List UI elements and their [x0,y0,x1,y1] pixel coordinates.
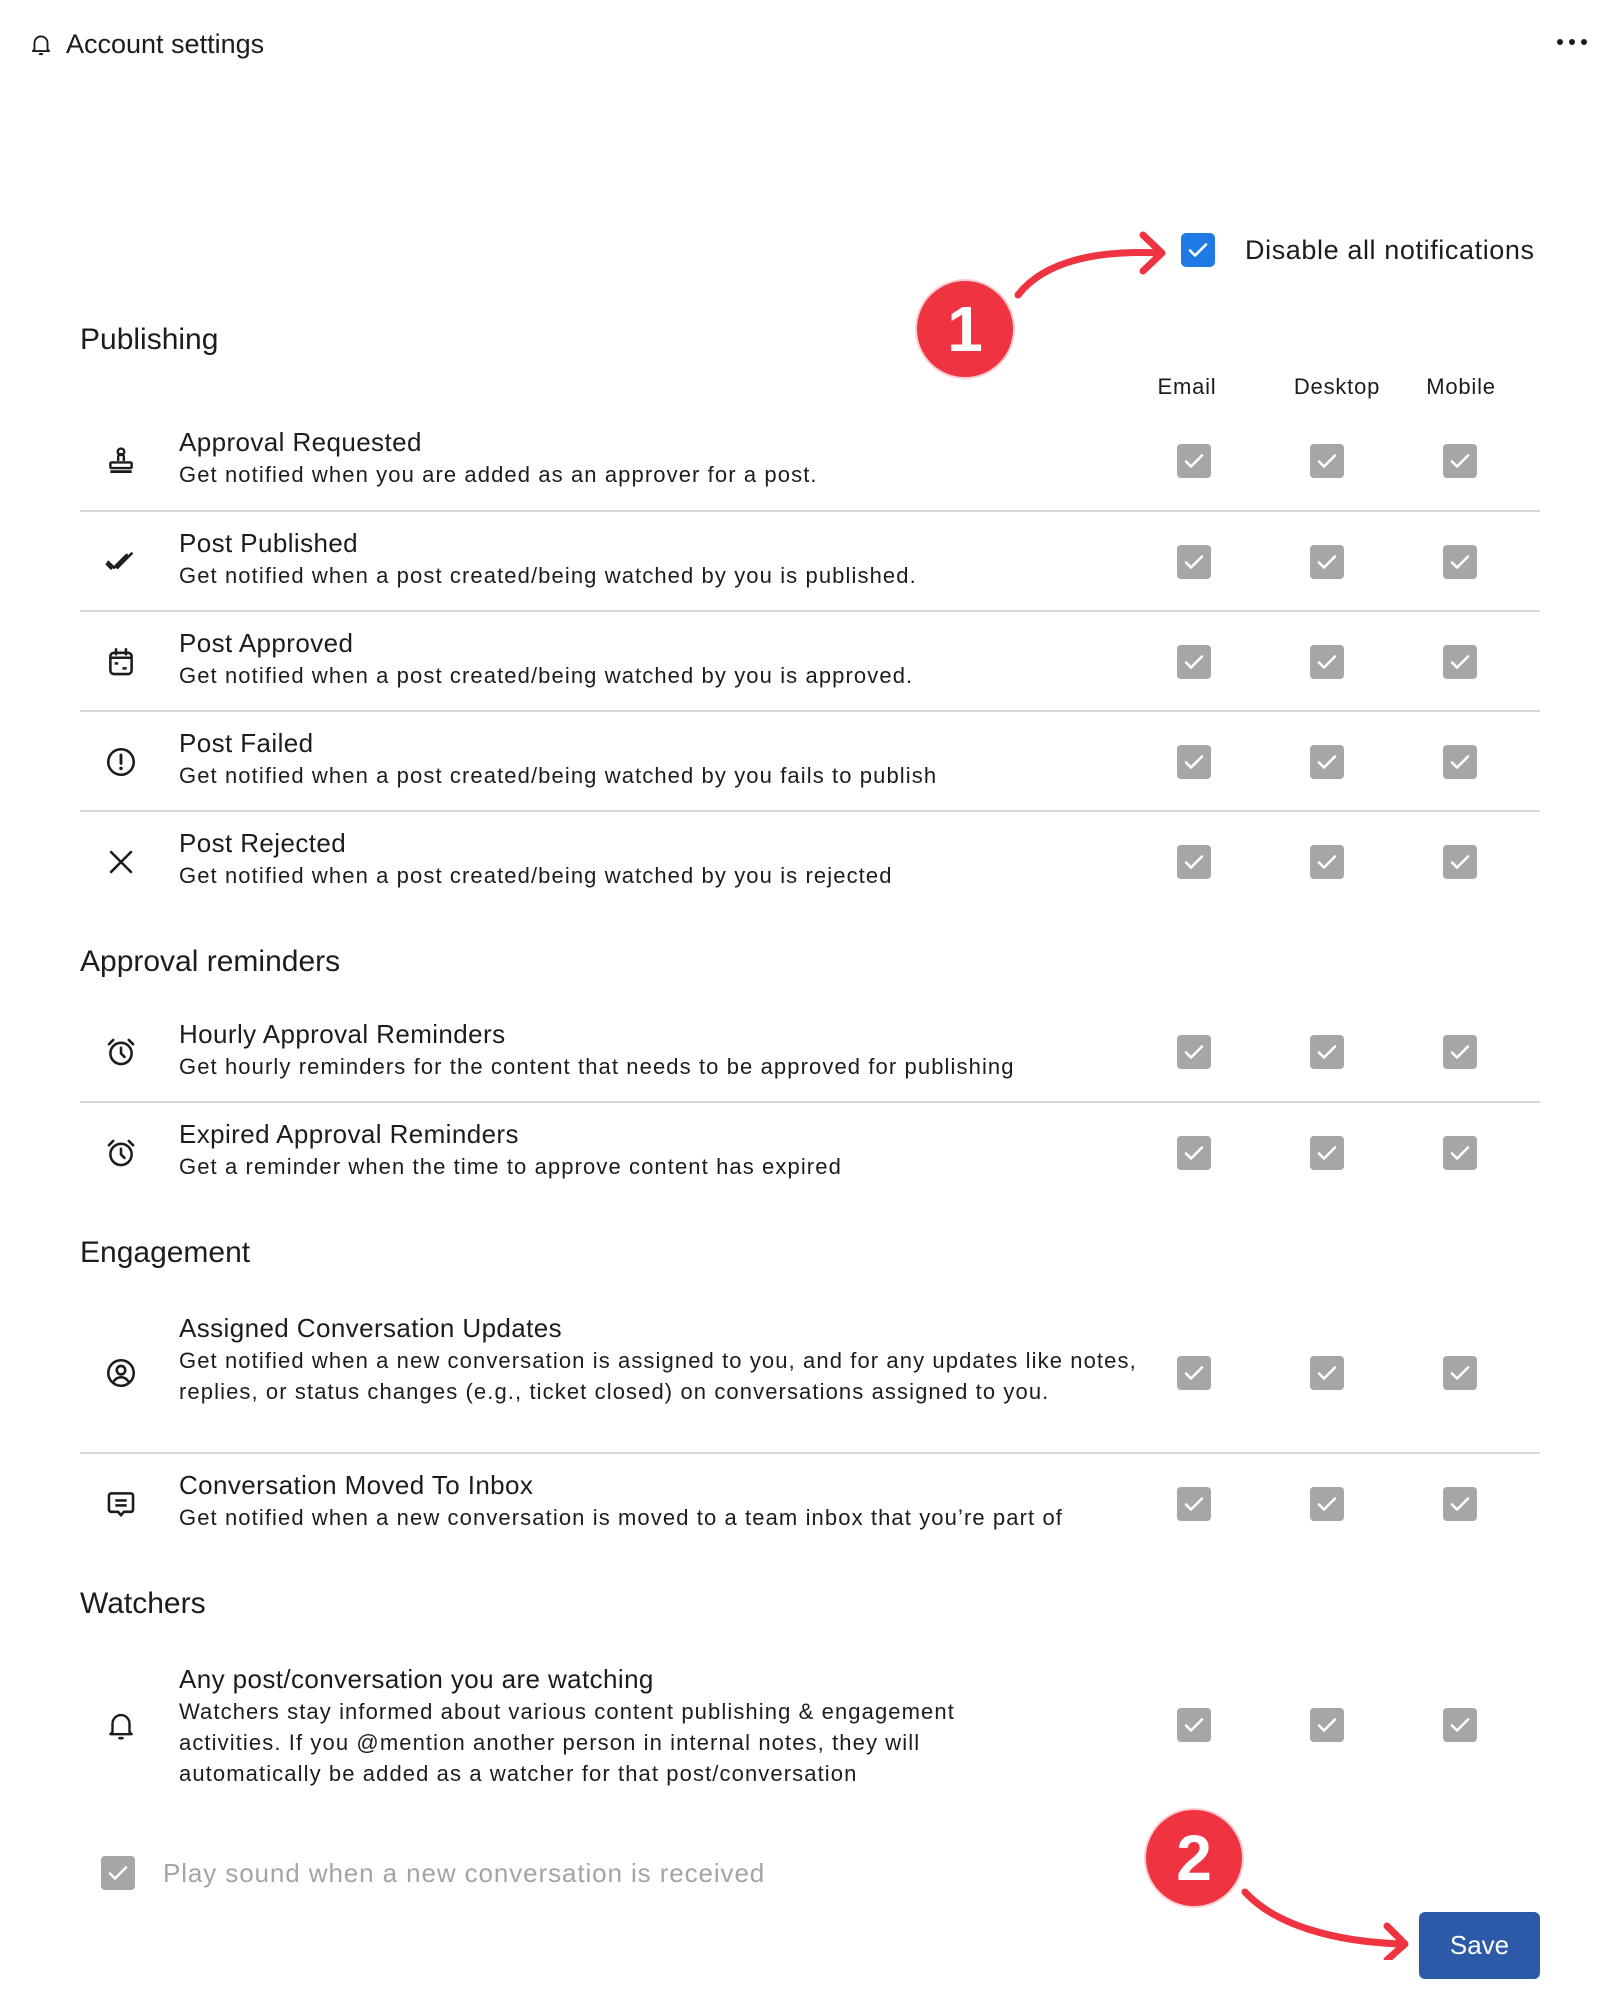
check-icon [1182,1141,1206,1165]
email-checkbox[interactable] [1177,845,1211,879]
desktop-checkbox[interactable] [1310,1035,1344,1069]
row-title: Post Failed [179,728,314,758]
notification-row-watching [80,1648,1540,1798]
mobile-checkbox[interactable] [1443,1136,1477,1170]
check-icon [1315,1713,1339,1737]
page-header [28,24,264,64]
mobile-checkbox[interactable] [1443,1708,1477,1742]
check-icon [1182,1040,1206,1064]
mobile-checkbox[interactable] [1443,1035,1477,1069]
check-icon [1315,1040,1339,1064]
row-description: Get notified when a new conversation is assigned to you, and for any updates like notes, replies, or status changes (e.g., ticket closed) on conversations assigned to you. [179,1348,1137,1404]
page-title: Account settings [66,28,265,59]
notification-row-approval-requested [80,412,1540,512]
annotation-arrow-2 [1235,1880,1420,1960]
check-icon [1182,650,1206,674]
notification-row-expired-approval-reminders [80,1103,1540,1203]
check-icon [1315,650,1339,674]
row-title: Post Rejected [179,828,347,858]
check-icon [1448,1361,1472,1385]
check-icon [1448,449,1472,473]
row-description: Watchers stay informed about various content publishing & engagement activities. If you @mention another person in internal notes, they will automatically be added as a watcher for that post/conversation [179,1699,955,1786]
row-title: Conversation Moved To Inbox [179,1470,534,1500]
more-options-button[interactable] [1552,28,1592,56]
row-description: Get notified when a post created/being watched by you is rejected [179,863,893,888]
email-checkbox[interactable] [1177,545,1211,579]
annotation-badge-1: 1 [917,281,1013,377]
check-icon [1186,238,1210,262]
more-horizontal-icon [1557,39,1563,45]
check-icon [1315,550,1339,574]
notification-row-hourly-approval-reminders [80,1003,1540,1103]
section-heading-publishing: Publishing [80,323,219,356]
double-check-icon [102,543,140,581]
mobile-checkbox[interactable] [1443,845,1477,879]
row-description: Get notified when a post created/being watched by you is approved. [179,663,914,688]
check-icon [1315,449,1339,473]
row-title: Approval Requested [179,427,422,457]
save-button[interactable]: Save [1419,1912,1540,1979]
email-checkbox[interactable] [1177,1356,1211,1390]
row-description: Get a reminder when the time to approve content has expired [179,1154,842,1179]
check-icon [1315,1361,1339,1385]
section-heading-watchers: Watchers [80,1587,206,1620]
check-icon [1448,1713,1472,1737]
desktop-checkbox[interactable] [1310,1487,1344,1521]
check-icon [1448,1492,1472,1516]
email-checkbox[interactable] [1177,444,1211,478]
row-title: Any post/conversation you are watching [179,1664,654,1694]
check-icon [1182,449,1206,473]
row-description: Get hourly reminders for the content that needs to be approved for publishing [179,1054,1015,1079]
section-heading-engagement: Engagement [80,1236,251,1269]
annotation-arrow-1 [1000,225,1180,305]
mobile-checkbox[interactable] [1443,545,1477,579]
notification-row-assigned-conversation-updates [80,1297,1540,1454]
check-icon [106,1861,130,1885]
check-icon [1182,850,1206,874]
mobile-checkbox[interactable] [1443,444,1477,478]
disable-all-notifications-checkbox[interactable] [1181,233,1535,267]
email-checkbox[interactable] [1177,1708,1211,1742]
alarm-clock-icon [102,1033,140,1071]
alert-circle-icon [102,743,140,781]
email-checkbox[interactable] [1177,1035,1211,1069]
check-icon [1448,1141,1472,1165]
email-checkbox[interactable] [1177,645,1211,679]
user-circle-icon [102,1354,140,1392]
column-header-email: Email [1157,374,1217,399]
check-icon [1182,550,1206,574]
desktop-checkbox[interactable] [1310,845,1344,879]
notification-row-post-published [80,512,1540,612]
more-dot [1569,39,1575,45]
mobile-checkbox[interactable] [1443,1356,1477,1390]
bell-icon [28,30,54,58]
mobile-checkbox[interactable] [1443,645,1477,679]
notification-row-post-failed [80,712,1540,812]
desktop-checkbox[interactable] [1310,1708,1344,1742]
notification-row-post-rejected [80,812,1540,912]
row-description: Get notified when a post created/being watched by you is published. [179,563,917,588]
message-icon [102,1485,140,1523]
check-icon [1315,850,1339,874]
column-header-mobile: Mobile [1426,374,1496,399]
more-dot [1581,39,1587,45]
column-header-desktop: Desktop [1293,374,1381,399]
row-title: Assigned Conversation Updates [179,1313,563,1343]
row-title: Expired Approval Reminders [179,1119,519,1149]
desktop-checkbox[interactable] [1310,1136,1344,1170]
row-description: Get notified when a new conversation is moved to a team inbox that you’re part of [179,1505,1063,1530]
annotation-badge-2: 2 [1146,1810,1242,1906]
mobile-checkbox[interactable] [1443,745,1477,779]
check-icon [1448,1040,1472,1064]
check-icon [1315,1492,1339,1516]
checkbox-checked[interactable] [1181,233,1215,267]
x-icon [102,843,140,881]
check-icon [1448,650,1472,674]
row-title: Post Published [179,528,359,558]
play-sound-checkbox[interactable] [101,1856,765,1890]
row-title: Post Approved [179,628,354,658]
email-checkbox[interactable] [1177,1136,1211,1170]
row-title: Hourly Approval Reminders [179,1019,506,1049]
stamp-icon [102,442,140,480]
check-icon [1448,750,1472,774]
disable-all-label: Disable all notifications [1245,234,1535,265]
play-sound-label: Play sound when a new conversation is received [163,1857,766,1888]
check-icon [1182,1713,1206,1737]
check-icon [1182,1361,1206,1385]
desktop-checkbox[interactable] [1310,745,1344,779]
row-description: Get notified when you are added as an approver for a post. [179,462,818,487]
email-checkbox[interactable] [1177,745,1211,779]
bell-icon [102,1706,140,1744]
desktop-checkbox[interactable] [1310,1356,1344,1390]
check-icon [1182,750,1206,774]
check-icon [1315,750,1339,774]
notification-row-conversation-moved-to-inbox [80,1454,1540,1554]
mobile-checkbox[interactable] [1443,1487,1477,1521]
desktop-checkbox[interactable] [1310,444,1344,478]
email-checkbox[interactable] [1177,1487,1211,1521]
check-icon [1448,850,1472,874]
desktop-checkbox[interactable] [1310,645,1344,679]
section-heading-approval-reminders: Approval reminders [80,945,341,978]
desktop-checkbox[interactable] [1310,545,1344,579]
check-icon [1182,1492,1206,1516]
check-icon [1448,550,1472,574]
calendar-icon [102,643,140,681]
checkbox-checked-disabled[interactable] [101,1856,135,1890]
check-icon [1315,1141,1339,1165]
row-description: Get notified when a post created/being watched by you fails to publish [179,763,938,788]
alarm-clock-icon [102,1134,140,1172]
notification-row-post-approved [80,612,1540,712]
